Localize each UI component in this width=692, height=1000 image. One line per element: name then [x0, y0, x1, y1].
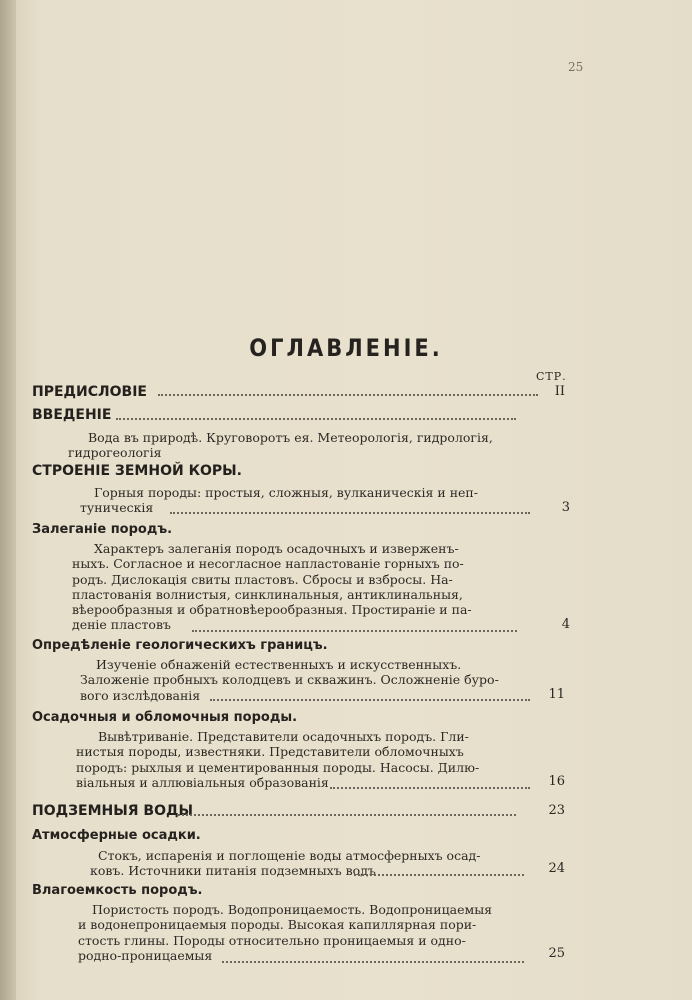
toc-page-bedding: 4 [561, 617, 570, 632]
toc-desc-moisture: Пористость породъ. Водопроницаемость. Водопроницаемыя и водонепроницаемыя породы. Высокая капиллярная пори- стость глины. Породы относительно проницаемыя и одно- родно-проницаемыя [78, 902, 493, 963]
toc-desc-rocks: Вывѣтриваніе. Представители осадочныхъ породъ. Гли- нистыя породы, известняки. Представители обломочныхъ породъ: рыхлыя и цементированныя породы. Насосы. Дилю- віальныя и аллювіальныя образованія [76, 729, 480, 790]
toc-heading-preface: ПРЕДИСЛОВІЕ [32, 384, 147, 400]
margin-mark: 25 [568, 60, 584, 74]
dot-leader [192, 630, 517, 632]
toc-page-moisture: 25 [548, 946, 565, 961]
dot-leader [158, 394, 538, 396]
toc-page-rocks: 16 [548, 774, 565, 789]
dot-leader [222, 961, 524, 963]
dot-leader [178, 814, 516, 816]
toc-heading-rocks: Осадочныя и обломочныя породы. [32, 710, 298, 725]
book-spine-shadow [0, 0, 16, 1000]
page-title: ОГЛАВЛЕНІЕ. [249, 334, 443, 362]
dot-leader [116, 418, 516, 420]
toc-page-groundwater: 23 [548, 803, 565, 818]
toc-page-boundaries: 11 [548, 687, 565, 702]
toc-heading-boundaries: Опредѣленіе геологическихъ границъ. [32, 638, 328, 653]
toc-heading-groundwater: ПОДЗЕМНЫЯ ВОДЫ [32, 803, 193, 819]
toc-page-preface: II [554, 384, 565, 399]
dot-leader [170, 512, 530, 514]
toc-heading-precip: Атмосферные осадки. [32, 828, 201, 843]
toc-page-precip: 24 [548, 861, 565, 876]
toc-heading-bedding: Залеганіе породъ. [32, 522, 173, 537]
toc-desc-precip: Стокъ, испаренія и поглощеніе воды атмосферныхъ осад- ковъ. Источники питанія подземныхъ водъ [90, 848, 481, 879]
page-column-label: СТР. [536, 370, 567, 383]
dot-leader [330, 787, 530, 789]
toc-desc-bedding: Характеръ залеганія породъ осадочныхъ и изверженъ- ныхъ. Согласное и несогласное напластованіе горныхъ по- родъ. Дислокація свиты пластовъ. Сбросы и взбросы. На- пластованія волнистыя, синклинальныя, антиклинальныя, вѣерообразныя и обратновѣерообразныя. Простираніе и па- деніе пластовъ [72, 541, 472, 633]
toc-heading-moisture: Влагоемкость породъ. [32, 883, 203, 898]
toc-desc-crust: Горныя породы: простыя, сложныя, вулканическія и неп- туническія [80, 485, 478, 516]
dot-leader [354, 874, 524, 876]
toc-desc-intro: Вода въ природѣ. Круговоротъ ея. Метеорологія, гидрологія, гидрогеологія [68, 430, 493, 461]
toc-desc-boundaries: Изученіе обнаженій естественныхъ и искусственныхъ. Заложеніе пробныхъ колодцевъ и скважинъ. Осложненіе буро- вого изслѣдованія [80, 657, 499, 703]
toc-page-crust: 3 [561, 500, 570, 515]
dot-leader [210, 699, 530, 701]
toc-heading-intro: ВВЕДЕНІЕ [32, 407, 112, 423]
toc-heading-crust: СТРОЕНІЕ ЗЕМНОЙ КОРЫ. [32, 463, 242, 479]
